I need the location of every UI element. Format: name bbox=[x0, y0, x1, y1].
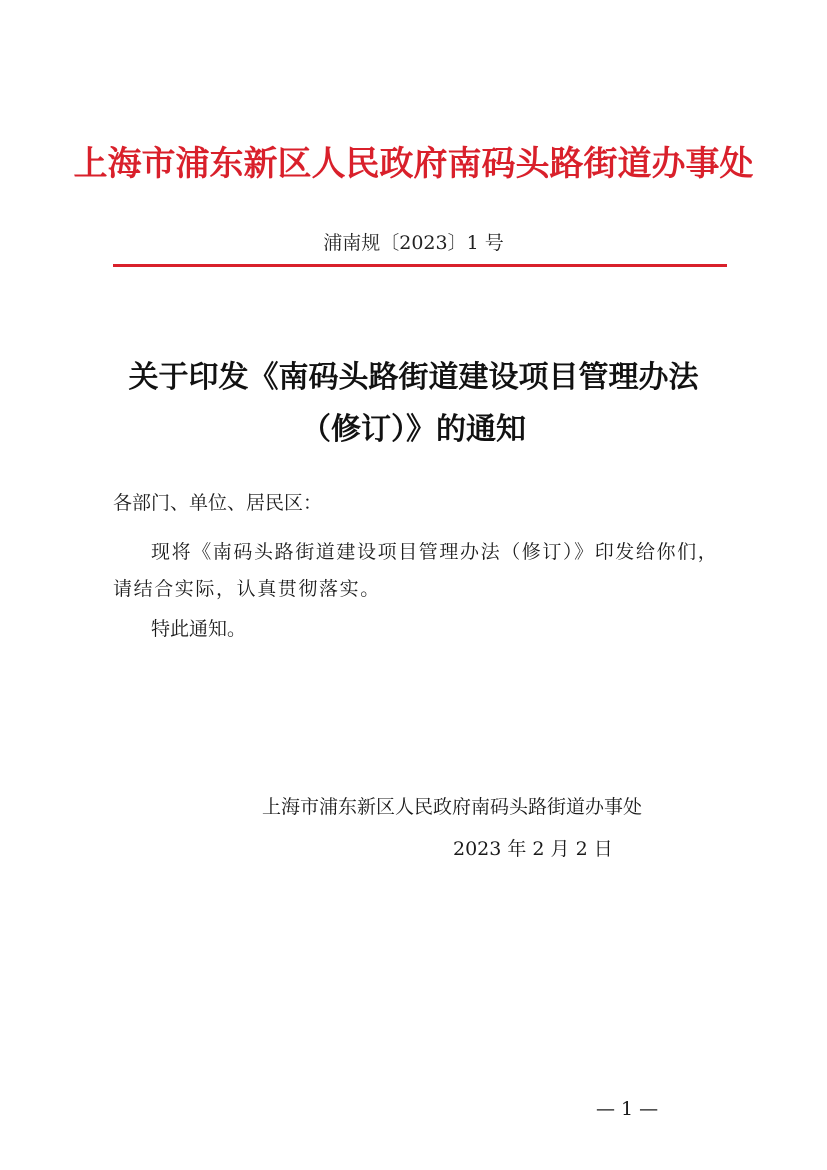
document-number: 浦南规〔2023〕1 号 bbox=[323, 232, 504, 254]
document-title bbox=[0, 352, 827, 456]
body-paragraph: 现将《南码头路街道建设项目管理办法（修订）》印发给你们，请结合实际，认真贯彻落实。 bbox=[113, 541, 719, 600]
issuer-heading: 上海市浦东新区人民政府南码头路街道办事处 bbox=[73, 144, 754, 184]
signature-organization: 上海市浦东新区人民政府南码头路街道办事处 bbox=[262, 796, 643, 818]
red-divider-line bbox=[113, 264, 727, 267]
title-line-2: （修订）》的通知 bbox=[301, 412, 526, 447]
title-line-1: 关于印发《南码头路街道建设项目管理办法 bbox=[128, 360, 699, 395]
closing-line: 特此通知。 bbox=[151, 618, 247, 640]
page-number: — 1 — bbox=[596, 1098, 659, 1120]
signature-date: 2023 年 2 月 2 日 bbox=[453, 838, 613, 860]
salutation: 各部门、单位、居民区： bbox=[113, 492, 323, 514]
